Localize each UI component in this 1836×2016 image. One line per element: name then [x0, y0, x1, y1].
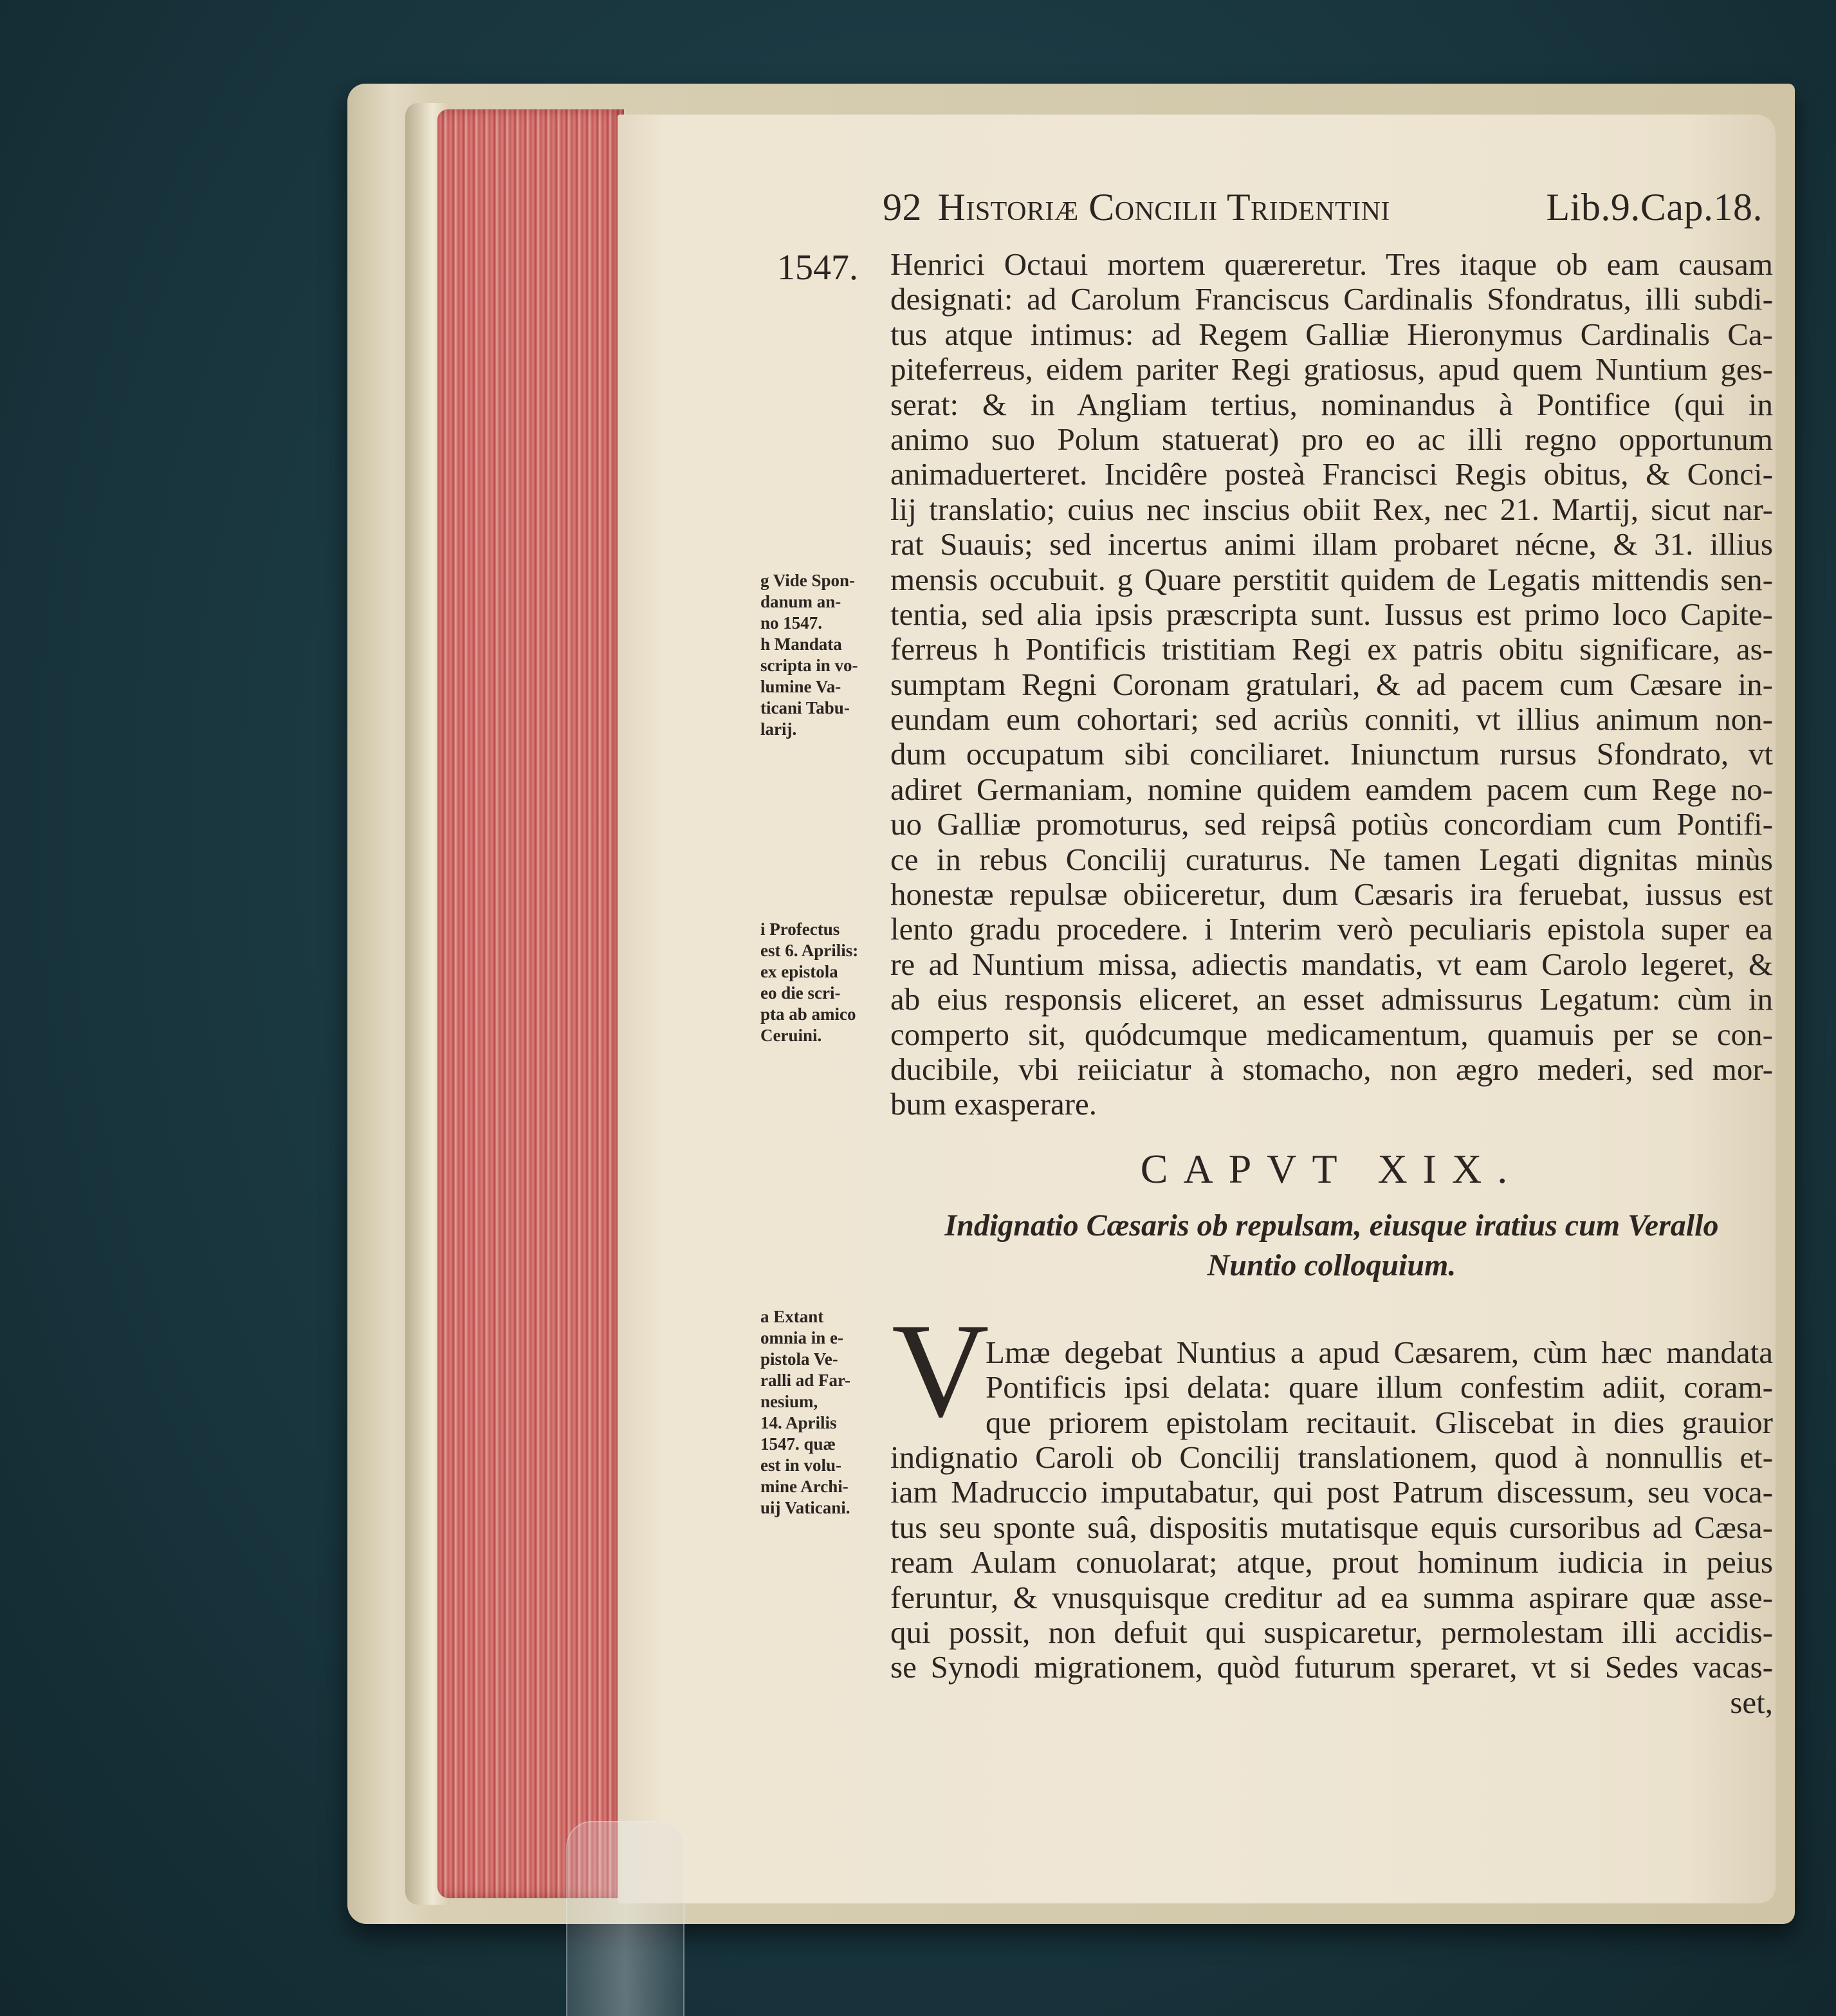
note-line: i Profectus: [760, 920, 840, 939]
note-line: danum an-: [760, 592, 841, 611]
text-line: animaduerteret. Incidêre posteà Francisci Regis obitus, & Conci-: [890, 457, 1773, 492]
text-line: Henrici Octaui mortem quæreretur. Tres itaque ob eam causam: [890, 247, 1773, 282]
paragraph-2-indented: [986, 1335, 1773, 1440]
text-line: dum occupatum sibi conciliaret. Iniunctum rursus Sfondrato, vt: [890, 737, 1773, 772]
note-line: ex epistola: [760, 962, 838, 981]
text-line: comperto sit, quódcumque medicamentum, quamuis per se con-: [890, 1017, 1773, 1052]
text-line: designati: ad Carolum Franciscus Cardinalis Sfondratus, illi subdi-: [890, 282, 1773, 317]
text-line: bum exasperare.: [890, 1087, 1097, 1122]
text-line: honestæ repulsæ obiiceretur, dum Cæsaris ira feruebat, iussus est: [890, 877, 1773, 912]
text-line: ducibile, vbi reiiciatur à stomacho, non ægro mederi, sed mor-: [890, 1051, 1773, 1087]
chapter-title: CAPVT XIX.: [1140, 1146, 1523, 1192]
subtitle-line: Nuntio colloquium.: [1207, 1248, 1456, 1282]
text-line: sumptam Regni Coronam gratulari, & ad pacem cum Cæsare in-: [890, 667, 1773, 702]
note-line: pistola Ve-: [760, 1349, 838, 1369]
text-line: ce in rebus Concilij curaturus. Ne tamen Legati dignitas minùs: [890, 842, 1773, 877]
note-line: scripta in vo-: [760, 656, 858, 675]
text-line: iam Madruccio imputabatur, qui post Patrum discessum, seu voca-: [890, 1475, 1773, 1510]
text-line: tus seu sponte suâ, dispositis mutatisque equis cursoribus ad Cæsa-: [890, 1510, 1773, 1545]
text-line: mensis occubuit. g Quare perstitit quidem de Legatis mittendis sen-: [890, 562, 1773, 597]
text-line: tus atque intimus: ad Regem Galliæ Hieronymus Cardinalis Ca-: [890, 317, 1773, 352]
text-line: animo suo Polum statuerat) pro eo ac illi regno opportunum: [890, 421, 1773, 457]
note-line: a Extant: [760, 1307, 824, 1326]
page-number: 92: [883, 186, 922, 228]
text-line: que priorem epistolam recitauit. Gliscebat in dies grauior: [986, 1405, 1773, 1440]
text-line: indignatio Caroli ob Concilij translationem, quod à nonnullis et-: [890, 1440, 1773, 1475]
note-line: est 6. Aprilis:: [760, 941, 859, 960]
running-title: Historiæ Concilii Tridentini: [937, 186, 1390, 228]
note-line: nesium,: [760, 1392, 818, 1411]
note-line: uij Vaticani.: [760, 1498, 850, 1517]
note-line: 1547. quæ: [760, 1434, 836, 1454]
drop-capital: V: [892, 1296, 989, 1445]
book-stand: [566, 1821, 684, 2016]
margin-year: 1547.: [777, 248, 858, 288]
paragraph-1: [890, 247, 1773, 1122]
note-line: g Vide Spon-: [760, 571, 856, 590]
text-line: rat Suauis; sed incertus animi illam probaret nécne, & 31. illius: [890, 527, 1773, 562]
text-line: adiret Germaniam, nomine quidem eamdem pacem cum Rege no-: [890, 772, 1773, 807]
text-line: eundam eum cohortari; sed acriùs conniti, vt illius animum non-: [890, 702, 1773, 737]
catchword: set,: [1730, 1685, 1773, 1720]
text-line: feruntur, & vnusquisque creditur ad ea summa aspirare quæ asse-: [890, 1580, 1773, 1615]
book-chapter-ref: Lib.9.Cap.18.: [1546, 186, 1763, 228]
chapter-subtitle: [890, 1206, 1773, 1286]
note-line: mine Archi-: [760, 1477, 849, 1496]
text-line: qui possit, non defuit qui suspicaretur, permolestam illi accidis-: [890, 1614, 1773, 1650]
text-line: tentia, sed alia ipsis præscripta sunt. Iussus est primo loco Capite-: [890, 596, 1773, 632]
text-line: ferreus h Pontificis tristitiam Regi ex patris obitu significare, as-: [890, 632, 1773, 667]
note-line: ralli ad Far-: [760, 1371, 850, 1390]
text-line: lento gradu procedere. i Interim verò peculiaris epistola super ea: [890, 912, 1773, 947]
text-line: ab eius responsis eliceret, an esset admissurus Legatum: cùm in: [890, 982, 1773, 1017]
note-line: 14. Aprilis: [760, 1413, 837, 1432]
note-line: pta ab amico: [760, 1004, 856, 1024]
text-line: piteferreus, eidem pariter Regi gratiosus, apud quem Nuntium ges-: [890, 352, 1773, 387]
subtitle-line: Indignatio Cæsaris ob repulsam, eiusque iratius cum Verallo: [944, 1208, 1719, 1243]
note-line: eo die scri-: [760, 983, 841, 1003]
text-line: Pontificis ipsi delata: quare illum confestim adiit, coram-: [986, 1370, 1773, 1405]
text-line: serat: & in Angliam tertius, nominandus à Pontifice (qui in: [890, 387, 1773, 422]
text-line: Lmæ degebat Nuntius a apud Cæsarem, cùm hæc mandata: [986, 1335, 1773, 1370]
text-line: lij translatio; cuius nec inscius obiit Rex, nec 21. Martij, sicut nar-: [890, 492, 1773, 527]
note-line: lumine Va-: [760, 677, 841, 696]
paragraph-2: [890, 1440, 1773, 1720]
note-line: Ceruini.: [760, 1026, 822, 1045]
text-line: re ad Nuntium missa, adiectis mandatis, vt eam Carolo legeret, &: [890, 947, 1773, 982]
text-line: ream Aulam conuolarat; atque, prout hominum iudicia in peius: [890, 1545, 1773, 1580]
note-line: larij.: [760, 719, 797, 739]
marginal-note-a: [760, 1306, 883, 1519]
note-line: no 1547.: [760, 613, 823, 633]
note-line: h Mandata: [760, 634, 842, 654]
running-head: [883, 185, 1770, 230]
note-line: est in volu-: [760, 1456, 842, 1475]
marginal-note-g-h: [760, 570, 883, 740]
marginal-note-i: [760, 919, 883, 1046]
note-line: omnia in e-: [760, 1328, 844, 1347]
text-line: uo Galliæ promoturus, sed reipsâ potiùs concordiam cum Pontifi-: [890, 807, 1773, 842]
note-line: ticani Tabu-: [760, 698, 850, 717]
text-line: se Synodi migrationem, quòd futurum speraret, vt si Sedes vacas-: [890, 1650, 1773, 1685]
red-fore-edge: [437, 109, 624, 1898]
